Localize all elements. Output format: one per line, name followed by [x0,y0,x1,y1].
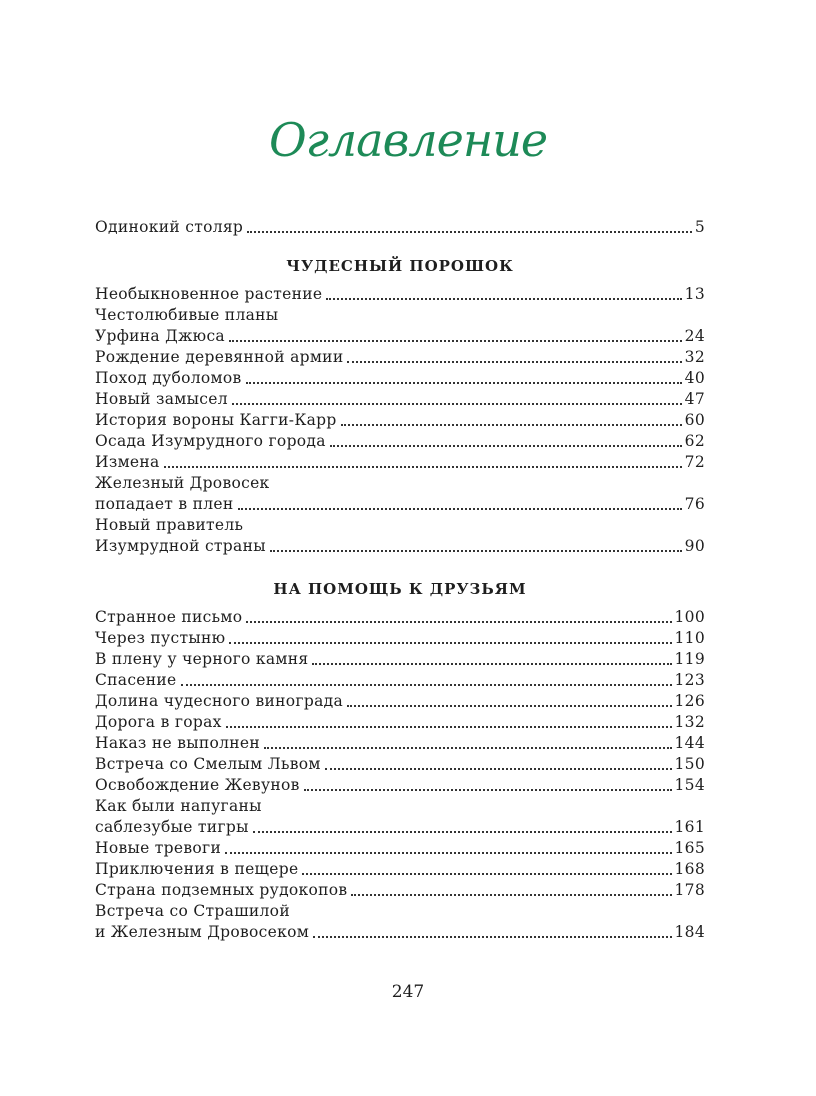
toc-entry[interactable] [95,452,705,473]
toc-entry[interactable] [95,347,705,368]
toc-entry-title: Одинокий столяр [95,218,244,236]
toc-entry[interactable] [95,754,705,775]
contents-title: Оглавление [268,113,548,167]
toc-entry[interactable] [95,712,705,733]
toc-entry[interactable] [95,284,705,305]
dot-leader [341,424,682,426]
toc-entry-title: Изумрудной страны [95,537,266,555]
dot-leader [304,789,672,791]
toc-entry-page: 32 [684,348,705,366]
toc-entry[interactable] [95,733,705,754]
toc-entry-page: 60 [684,411,705,429]
toc-entry-page: 90 [684,537,705,555]
toc-entry[interactable] [95,410,705,431]
toc-entry-title: Приключения в пещере [95,860,299,878]
dot-leader [264,747,671,749]
toc-entry[interactable] [95,922,705,943]
toc-entry[interactable] [95,649,705,670]
toc-entry-page: 110 [674,629,705,647]
dot-leader [326,298,681,300]
dot-leader [238,508,682,510]
dot-leader [325,768,672,770]
section-heading: НА ПОМОЩЬ К ДРУЗЬЯМ [273,580,527,598]
toc-entry-title: Через пустыню [95,629,226,647]
toc-entry-page: 165 [674,839,705,857]
toc-entry-page: 126 [674,692,705,710]
toc-entry[interactable] [95,670,705,691]
toc-entry[interactable] [95,536,705,557]
toc-entry-page: 13 [684,285,705,303]
toc-entry-title-line[interactable]: Встреча со Страшилой [95,902,290,920]
toc-entry-page: 119 [674,650,705,668]
toc-entry[interactable] [95,691,705,712]
toc-entry-title: Странное письмо [95,608,243,626]
toc-entry-page: 144 [674,734,705,752]
toc-entry-title-line[interactable]: Новый правитель [95,516,244,534]
toc-entry-title: саблезубые тигры [95,818,249,836]
toc-entry-title: Встреча со Смелым Львом [95,755,321,773]
dot-leader [246,382,682,384]
toc-entry[interactable] [95,326,705,347]
toc-entry-title: Спасение [95,671,177,689]
toc-entry-title: В плену у черного камня [95,650,309,668]
toc-entry-page: 154 [674,776,705,794]
sections [95,254,705,943]
toc-entry-page: 132 [674,713,705,731]
toc-entry[interactable] [95,431,705,452]
toc-entry-page: 24 [684,327,705,345]
toc-entry-page: 62 [684,432,705,450]
toc-entry-page: 184 [674,923,705,941]
toc-entry-title: Необыкновенное растение [95,285,323,303]
dot-leader [312,663,671,665]
toc-entry-page: 150 [674,755,705,773]
toc-entry-title-line[interactable]: Железный Дровосек [95,474,270,492]
dot-leader [247,231,692,233]
toc-entry[interactable] [95,607,705,628]
dot-leader [347,361,681,363]
dot-leader [226,726,672,728]
toc-entry-title: История вороны Кагги-Карр [95,411,337,429]
dot-leader [181,684,672,686]
toc-entry-title: Поход дуболомов [95,369,242,387]
toc-entry-page: 178 [674,881,705,899]
toc-entry[interactable] [95,628,705,649]
toc-entry[interactable] [95,859,705,880]
dot-leader [229,340,682,342]
table-of-contents [95,217,705,943]
toc-entry-page: 161 [674,818,705,836]
dot-leader [246,621,671,623]
toc-entry-title: Освобождение Жевунов [95,776,300,794]
dot-leader [347,705,671,707]
dot-leader [313,936,671,938]
toc-entry-title-line[interactable]: Как были напуганы [95,797,262,815]
toc-entry-title: Осада Изумрудного города [95,432,326,450]
toc-entry[interactable] [95,880,705,901]
toc-entry-title: Долина чудесного винограда [95,692,344,710]
dot-leader [225,852,671,854]
toc-entry[interactable] [95,817,705,838]
toc-entry-page: 123 [674,671,705,689]
toc-entry-title: попадает в плен [95,495,234,513]
toc-entry-page: 47 [684,390,705,408]
dot-leader [351,894,671,896]
toc-entry[interactable] [95,838,705,859]
toc-entry-title: Урфина Джюса [95,327,225,345]
toc-entry-page: 72 [684,453,705,471]
dot-leader [270,550,682,552]
toc-entry-title: Дорога в горах [95,713,222,731]
toc-entry-title: Измена [95,453,160,471]
toc-entry-title-line[interactable]: Честолюбивые планы [95,306,279,324]
toc-entry-page: 168 [674,860,705,878]
dot-leader [232,403,682,405]
toc-entry-page: 40 [684,369,705,387]
toc-entry-title: Страна подземных рудокопов [95,881,348,899]
toc-entry-page: 100 [674,608,705,626]
dot-leader [253,831,672,833]
dot-leader [330,445,682,447]
toc-entry-title: Наказ не выполнен [95,734,261,752]
toc-entry-title: Новые тревоги [95,839,222,857]
dot-leader [302,873,671,875]
dot-leader [164,466,682,468]
section-heading: ЧУДЕСНЫЙ ПОРОШОК [286,257,514,275]
toc-entry[interactable] [95,775,705,796]
dot-leader [229,642,671,644]
toc-entry-page: 76 [684,495,705,513]
toc-entry-intro[interactable] [95,217,705,238]
toc-entry-title: и Железным Дровосеком [95,923,310,941]
toc-entry[interactable] [95,389,705,410]
page-number: 247 [391,982,425,1002]
toc-entry-title: Новый замысел [95,390,228,408]
toc-entry[interactable] [95,368,705,389]
toc-entry[interactable] [95,494,705,515]
toc-entry-title: Рождение деревянной армии [95,348,344,366]
toc-entry-page: 5 [694,218,705,236]
